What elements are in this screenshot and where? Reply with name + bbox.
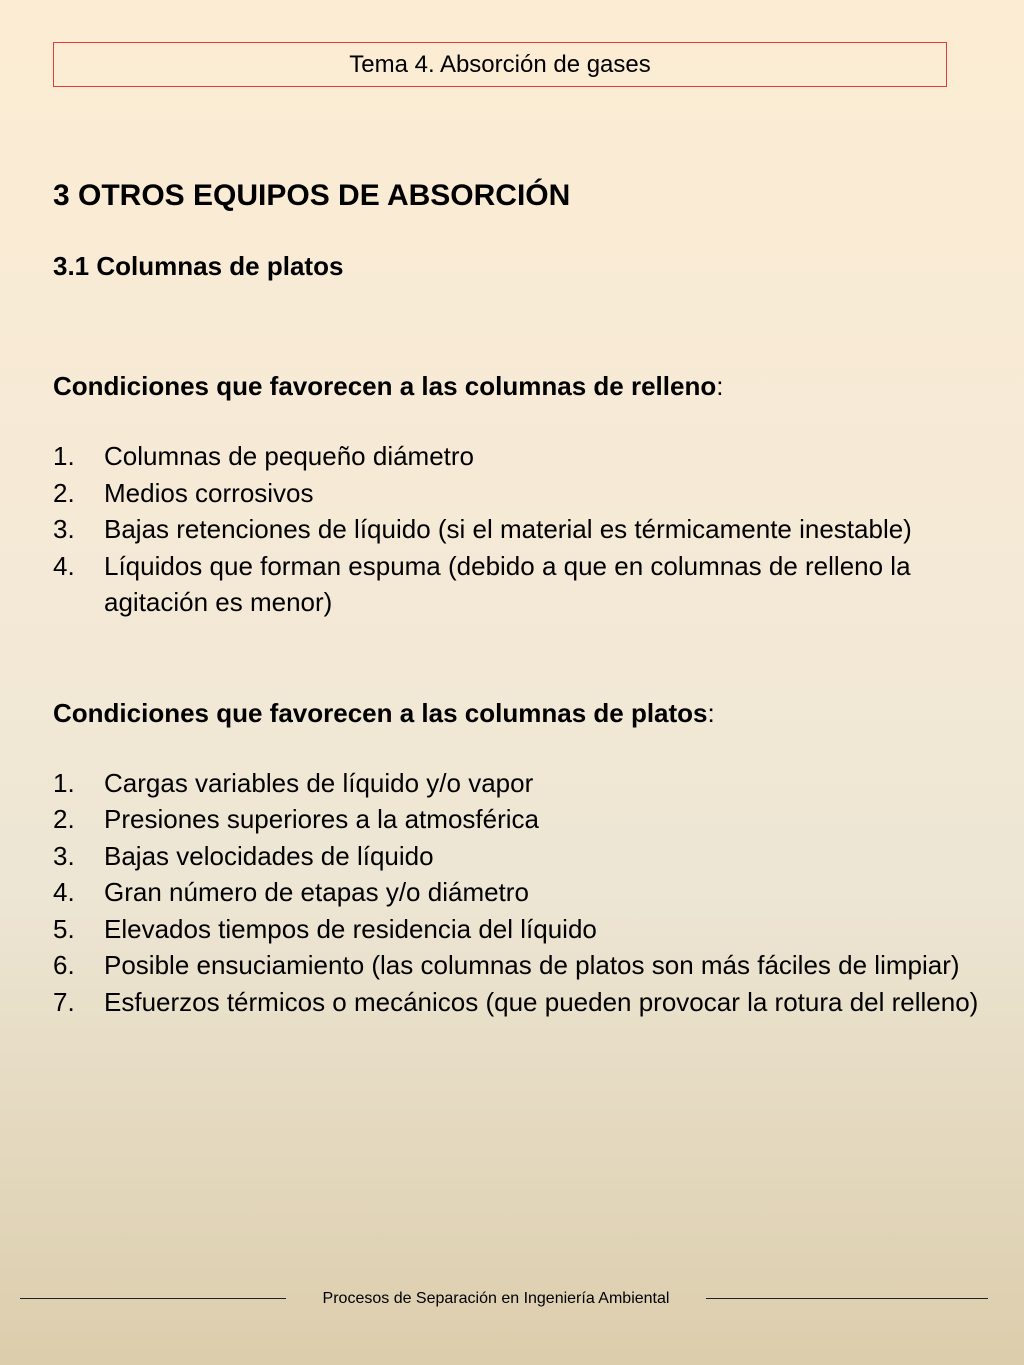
list-item-text: Elevados tiempos de residencia del líquido <box>104 913 597 944</box>
list-item <box>53 548 1003 621</box>
list-item-text: Gran número de etapas y/o diámetro <box>104 877 529 907</box>
platos-heading <box>53 693 1003 733</box>
list-item-text: Posible ensuciamiento (las columnas de platos son más fáciles de limpiar) <box>104 950 960 980</box>
platos-heading-text: Condiciones que favorecen a las columnas de platos <box>53 697 708 728</box>
list-item-number: 1. <box>53 441 75 471</box>
footer-divider-right <box>706 1298 988 1299</box>
platos-list <box>53 765 1003 1021</box>
list-item-text: Presiones superiores a la atmosférica <box>104 804 539 834</box>
platos-heading-colon: : <box>707 697 715 728</box>
list-item <box>53 511 1003 548</box>
list-item-text: Líquidos que forman espuma (debido a que en columnas de relleno la agitación es menor) <box>104 550 911 617</box>
list-item <box>53 438 1003 475</box>
list-item-number: 2. <box>53 804 75 834</box>
list-item <box>53 984 1003 1021</box>
relleno-list <box>53 438 1003 621</box>
list-item-number: 4. <box>53 550 75 581</box>
list-item-number: 5. <box>53 913 75 944</box>
list-item <box>53 475 1003 512</box>
footer-divider-left <box>20 1298 286 1299</box>
list-item-number: 3. <box>53 514 75 544</box>
header-title: Tema 4. Absorción de gases <box>349 50 651 78</box>
list-item-number: 6. <box>53 950 75 980</box>
subsection-title: 3.1 Columnas de platos <box>53 251 344 281</box>
relleno-heading <box>53 366 1003 406</box>
list-item-text: Bajas velocidades de líquido <box>104 840 434 871</box>
list-item-number: 1. <box>53 767 75 798</box>
list-item <box>53 947 1003 984</box>
list-item-text: Cargas variables de líquido y/o vapor <box>104 767 534 798</box>
list-item <box>53 765 1003 802</box>
list-item-number: 2. <box>53 477 75 508</box>
list-item <box>53 874 1003 911</box>
relleno-heading-colon: : <box>716 371 724 401</box>
footer-text: Procesos de Separación en Ingeniería Ambiental <box>322 1290 670 1307</box>
list-item-text: Esfuerzos térmicos o mecánicos (que pueden provocar la rotura del relleno) <box>104 986 979 1017</box>
slide-content <box>53 174 1003 1020</box>
footer <box>0 1288 1024 1312</box>
list-item <box>53 838 1003 875</box>
list-item-text: Columnas de pequeño diámetro <box>104 441 475 471</box>
relleno-heading-text: Condiciones que favorecen a las columnas de relleno <box>53 371 717 401</box>
list-item <box>53 911 1003 948</box>
section-title: 3 OTROS EQUIPOS DE ABSORCIÓN <box>53 179 571 212</box>
list-item-number: 3. <box>53 840 75 871</box>
list-item-text: Bajas retenciones de líquido (si el material es térmicamente inestable) <box>104 514 912 544</box>
list-item-text: Medios corrosivos <box>104 477 314 508</box>
list-item-number: 4. <box>53 877 75 907</box>
list-item <box>53 801 1003 838</box>
list-item-number: 7. <box>53 986 75 1017</box>
header-title-box <box>53 42 947 87</box>
